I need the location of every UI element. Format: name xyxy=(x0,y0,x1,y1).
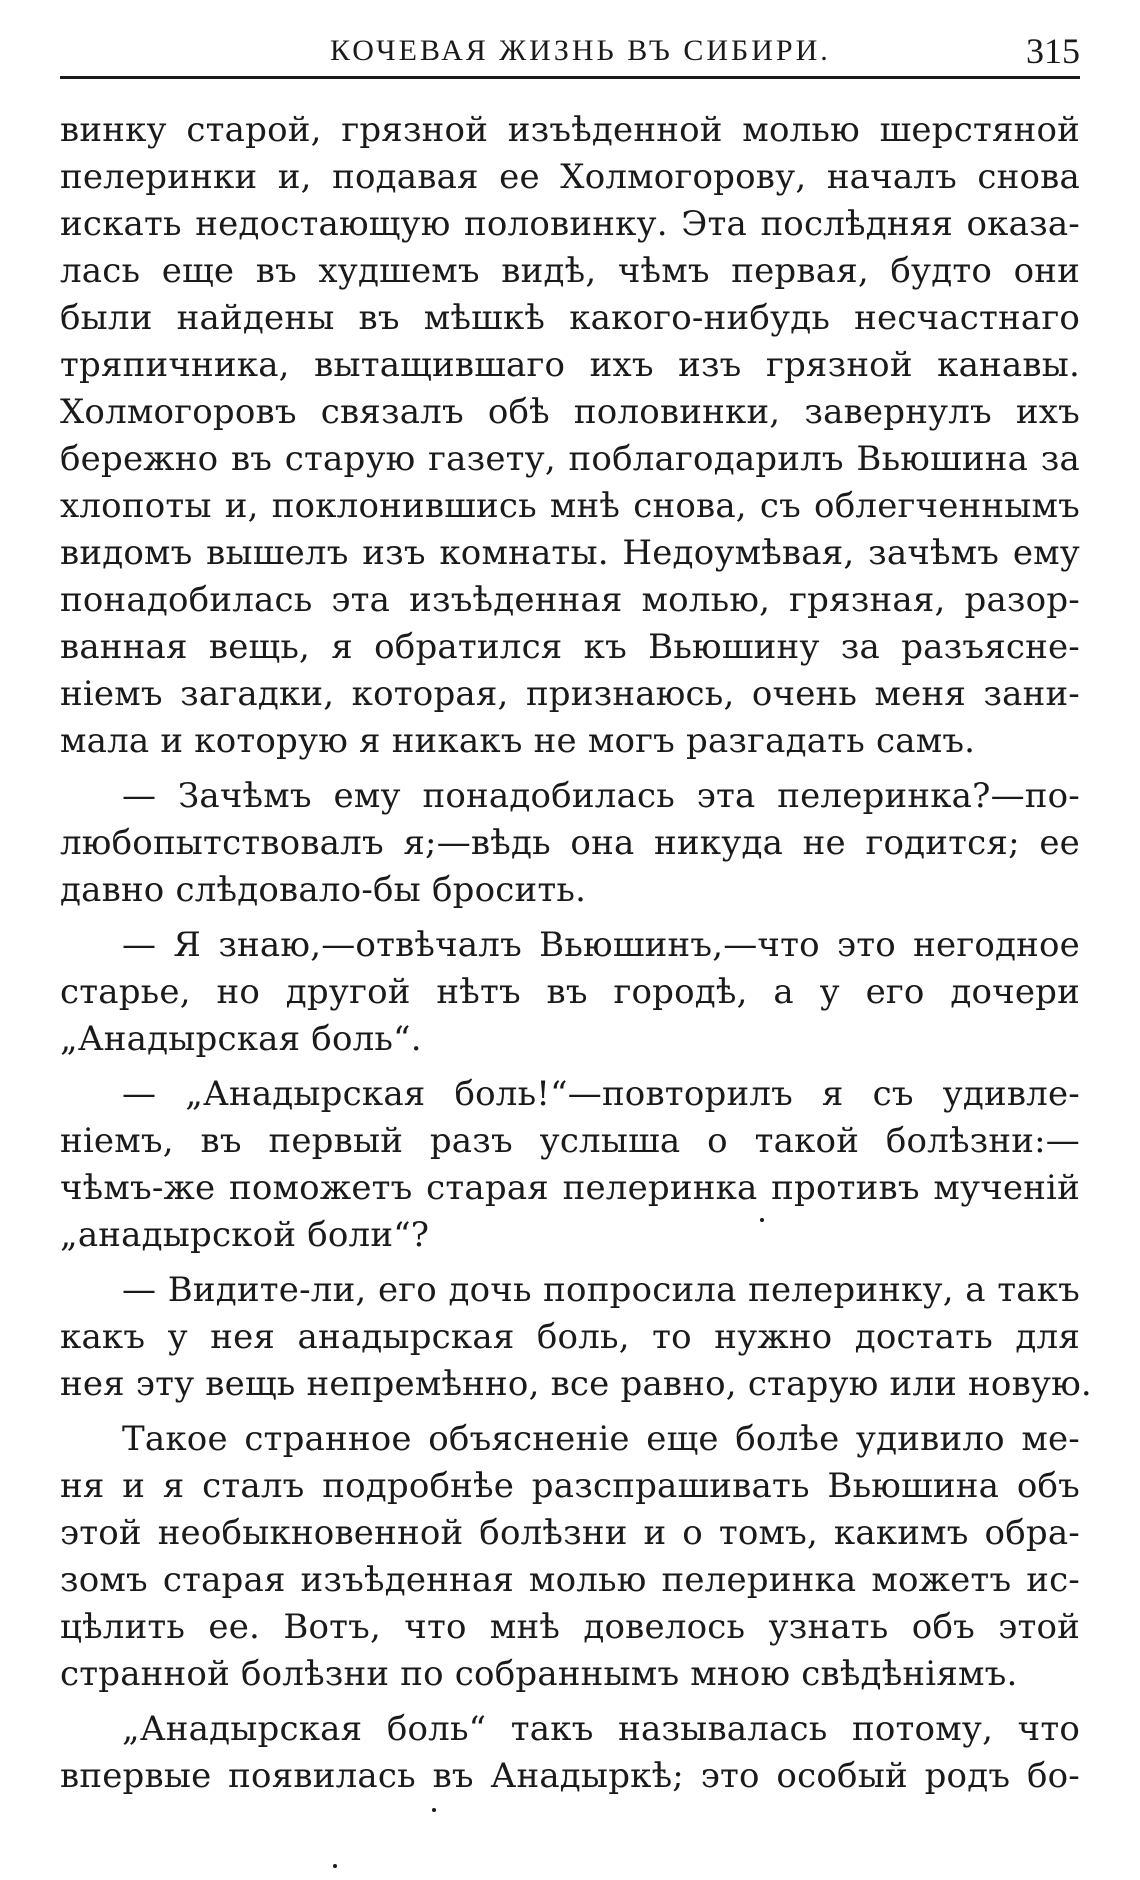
text-line: ніемъ, въ первый разъ услыша о такой болѣзни:— xyxy=(60,1121,1080,1161)
text-line: были найдены въ мѣшкѣ какого-нибудь несчастнаго xyxy=(60,298,1080,338)
text-line: — „Анадырская боль!“—повторилъ я съ удивле- xyxy=(122,1074,1080,1114)
text-line: „Анадырская боль“. xyxy=(60,1019,422,1059)
text-line: Холмогоровъ связалъ обѣ половинки, завернулъ ихъ xyxy=(60,392,1080,432)
text-line: „Анадырская боль“ такъ называлась потому, что xyxy=(122,1709,1080,1749)
text-line: чѣмъ-же поможетъ старая пелеринка противъ мученій xyxy=(60,1168,1080,1208)
text-line: странной болѣзни по собраннымъ мною свѣдѣніямъ. xyxy=(60,1654,1018,1694)
text-line: винку старой, грязной изъѣденной молью шерстяной xyxy=(60,110,1080,150)
text-line: любопытствовалъ я;—вѣдь она никуда не годится; ее xyxy=(60,823,1080,863)
scan-speck xyxy=(432,1808,436,1812)
text-line: понадобилась эта изъѣденная молью, грязная, разор- xyxy=(60,580,1080,620)
text-line: Такое странное объясненіе еще болѣе удивило ме- xyxy=(122,1419,1080,1459)
text-line: бережно въ старую газету, поблагодарилъ Вьюшина за xyxy=(60,439,1080,479)
body-text xyxy=(60,107,1092,1800)
page-number: 315 xyxy=(1026,31,1080,71)
text-line: „анадырской боли“? xyxy=(60,1215,430,1255)
text-line: лась еще въ худшемъ видѣ, чѣмъ первая, будто они xyxy=(60,251,1080,291)
text-line: этой необыкновенной болѣзни и о томъ, какимъ обра- xyxy=(60,1513,1080,1553)
text-line: впервые появилась въ Анадыркѣ; это особый родъ бо- xyxy=(60,1756,1080,1796)
text-line: цѣлить ее. Вотъ, что мнѣ довелось узнать объ этой xyxy=(60,1607,1080,1647)
text-line: тряпичника, вытащившаго ихъ изъ грязной канавы. xyxy=(60,345,1080,385)
text-line: ніемъ загадки, которая, признаюсь, очень меня зани- xyxy=(60,674,1080,714)
running-head xyxy=(60,30,1080,79)
text-line: старье, но другой нѣтъ въ городѣ, а у его дочери xyxy=(60,972,1080,1012)
text-line: давно слѣдовало-бы бросить. xyxy=(60,870,587,910)
text-line: искать недостающую половинку. Эта послѣдняя оказа- xyxy=(60,204,1080,244)
text-line: мала и которую я никакъ не могъ разгадать самъ. xyxy=(60,721,976,761)
scan-speck xyxy=(760,1218,764,1222)
text-line: видомъ вышелъ изъ комнаты. Недоумѣвая, зачѣмъ ему xyxy=(60,533,1080,573)
text-line: ня и я сталъ подробнѣе разспрашивать Вьюшина объ xyxy=(60,1466,1080,1506)
text-line: — Я знаю,—отвѣчалъ Вьюшинъ,—что это негодное xyxy=(122,925,1080,965)
text-line: — Видите-ли, его дочь попросила пелеринку, а такъ xyxy=(122,1270,1080,1310)
text-line: хлопоты и, поклонившись мнѣ снова, съ облегченнымъ xyxy=(60,486,1080,526)
text-line: пелеринки и, подавая ее Холмогорову, началъ снова xyxy=(60,157,1080,197)
text-line: зомъ старая изъѣденная молью пелеринка можетъ ис- xyxy=(60,1560,1080,1600)
text-line: какъ у нея анадырская боль, то нужно достать для xyxy=(60,1317,1080,1357)
scan-speck xyxy=(333,1864,337,1868)
text-line: ванная вещь, я обратился къ Вьюшину за разъясне- xyxy=(60,627,1080,667)
book-page xyxy=(60,30,1092,1800)
text-line: — Зачѣмъ ему понадобилась эта пелеринка?—по- xyxy=(122,776,1080,816)
running-title: КОЧЕВАЯ ЖИЗНЬ ВЪ СИБИРИ. xyxy=(330,34,831,67)
text-line: нея эту вещь непремѣнно, все равно, старую или новую. xyxy=(60,1364,1092,1404)
